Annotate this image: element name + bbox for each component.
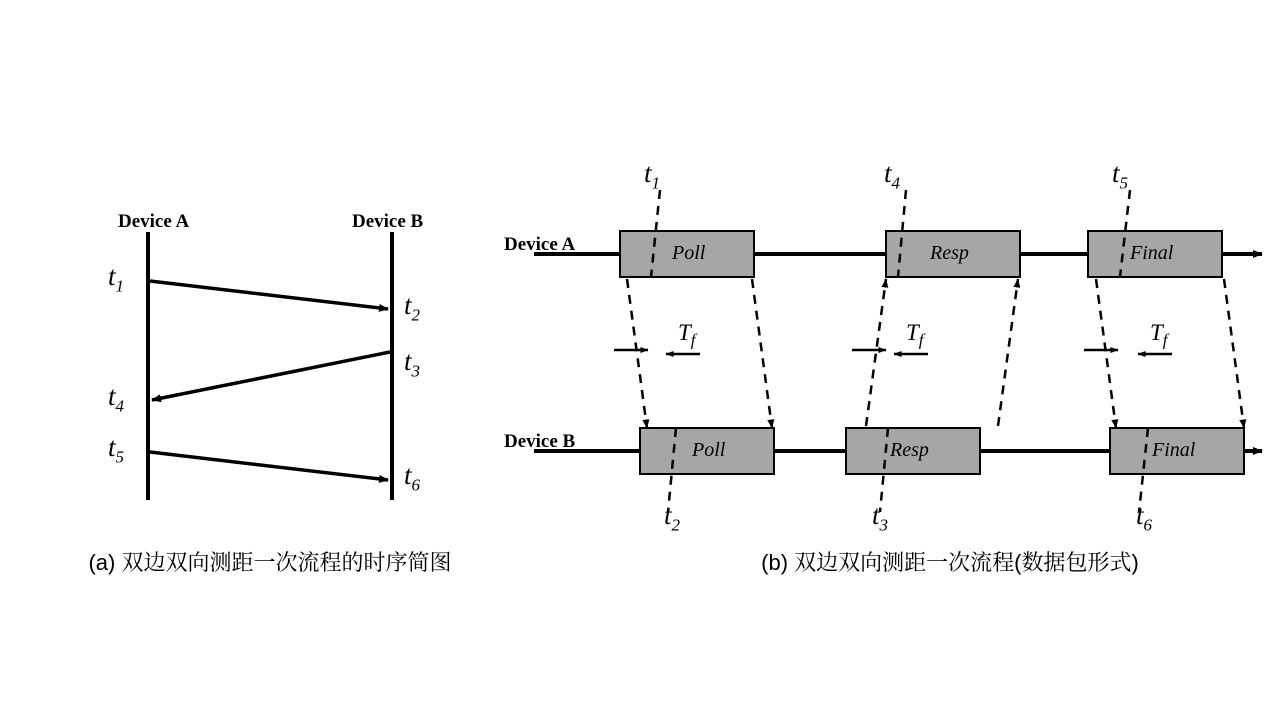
panel-a-caption: (a) 双边双向测距一次流程的时序简图: [88, 550, 452, 575]
panel-b-timestamp-t5: $t_5$: [1112, 158, 1129, 193]
panel-b-packet-a-poll-label: Poll: [672, 242, 706, 264]
panel-a-device-a-label: Device A: [118, 211, 190, 232]
panel-a-vertical-axes: [148, 232, 392, 500]
panel-b-device-b-label: Device B: [504, 431, 576, 452]
panel-b-tf-label-1: $T_f$: [678, 320, 696, 350]
panel-b-packet-a-final-label: Final: [1130, 242, 1174, 264]
panel-b-device-a-label: Device A: [504, 234, 576, 255]
panel-b-timestamp-t2: $t_2$: [664, 500, 681, 535]
panel-b-timestamp-t4: $t_4$: [884, 158, 901, 193]
panel-a-timestamp-t1: $t_1$: [108, 261, 125, 296]
panel-b-tf-indicators: [614, 350, 1172, 354]
panel-a-timestamp-t4: $t_4$: [108, 381, 125, 416]
panel-b-tf-label-2: $T_f$: [906, 320, 924, 350]
panel-a-timestamp-t5: $t_5$: [108, 432, 125, 467]
panel-b-timestamp-t3: $t_3$: [872, 500, 889, 535]
panel-b-packet-a-resp-label: Resp: [930, 242, 969, 264]
panel-b-tf-label-3: $T_f$: [1150, 320, 1168, 350]
panel-b-timestamp-t6: $t_6$: [1136, 500, 1153, 535]
panel-a-timestamp-t3: $t_3$: [404, 346, 421, 381]
panel-a-device-b-label: Device B: [352, 211, 424, 232]
panel-a-timestamp-t6: $t_6$: [404, 460, 421, 495]
panel-b-packet-b-final-label: Final: [1152, 439, 1196, 461]
panel-b-packet-b-resp-label: Resp: [890, 439, 929, 461]
panel-a-timestamp-t2: $t_2$: [404, 290, 421, 325]
panel-b-caption: (b) 双边双向测距一次流程(数据包形式): [761, 550, 1139, 575]
panel-b-timestamp-t1: $t_1$: [644, 158, 661, 193]
panel-a-message-arrows: [150, 281, 390, 480]
panel-b-packet-b-poll-label: Poll: [692, 439, 726, 461]
